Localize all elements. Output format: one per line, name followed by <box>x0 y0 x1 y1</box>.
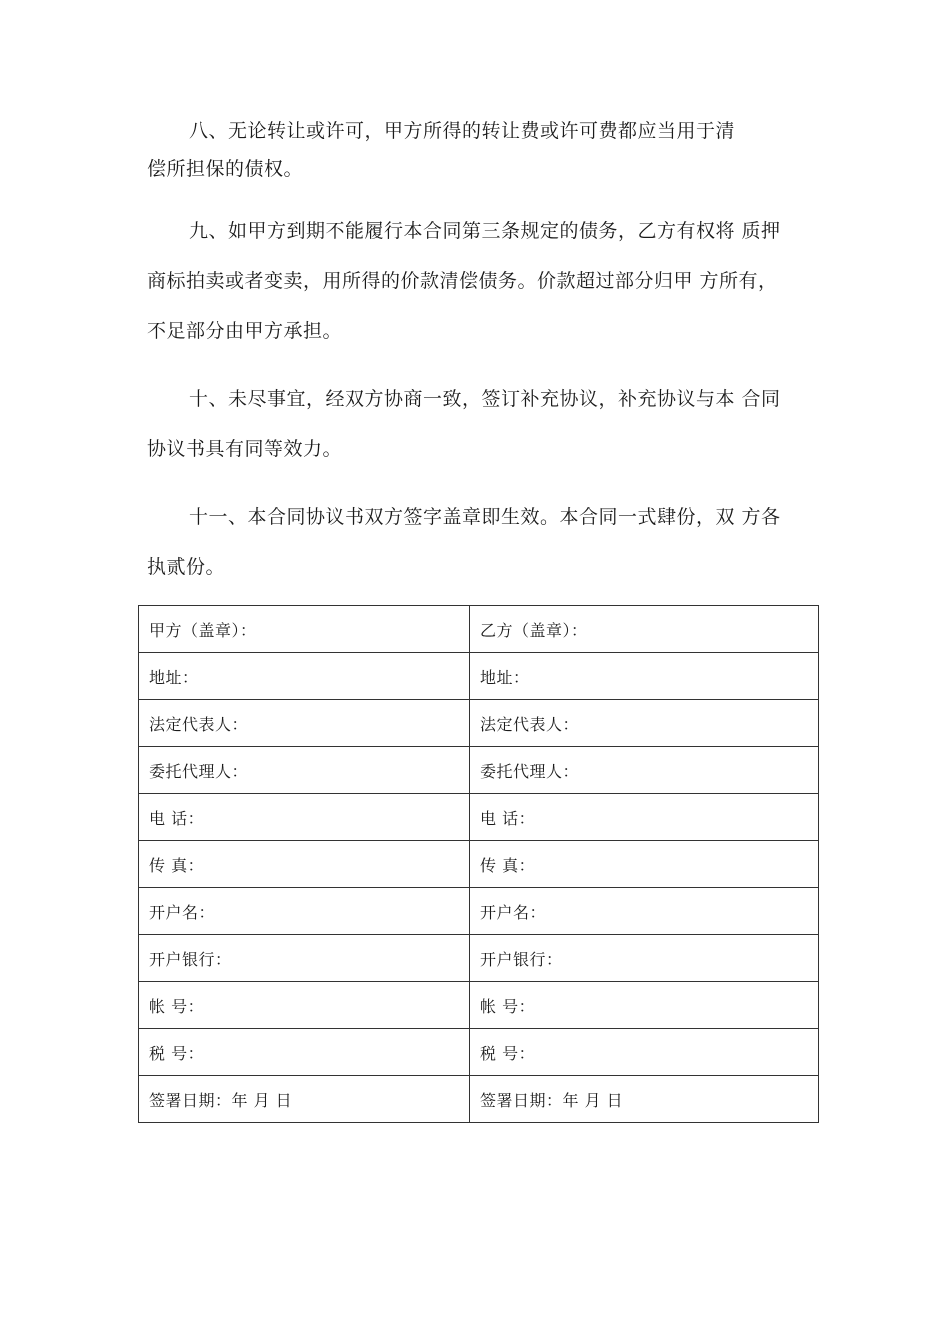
table-row <box>139 794 819 841</box>
signature-table <box>138 605 819 1123</box>
clause-8 <box>147 112 819 188</box>
clause-line: 商标拍卖或者变卖，用所得的价款清偿债务。价款超过部分归甲 方所有， <box>147 270 778 292</box>
party-b-sign-date-cell: 签署日期：年 月 日 <box>470 1076 819 1123</box>
clause-line: 协议书具有同等效力。 <box>147 438 343 460</box>
party-b-legal-rep-cell: 法定代表人： <box>470 700 819 747</box>
party-b-phone-cell: 电 话： <box>470 794 819 841</box>
party-a-fax-cell: 传 真： <box>139 841 470 888</box>
party-b-account-name-cell: 开户名： <box>470 888 819 935</box>
clause-9 <box>147 206 819 356</box>
clause-line: 偿所担保的债权。 <box>147 158 304 180</box>
party-a-account-no-cell: 帐 号： <box>139 982 470 1029</box>
party-b-account-no-cell: 帐 号： <box>470 982 819 1029</box>
party-a-address-cell: 地址： <box>139 653 470 700</box>
party-a-sign-date-cell: 签署日期：年 月 日 <box>139 1076 470 1123</box>
clause-10 <box>147 374 819 474</box>
party-a-phone-cell: 电 话： <box>139 794 470 841</box>
party-b-fax-cell: 传 真： <box>470 841 819 888</box>
clause-line: 八、无论转让或许可，甲方所得的转让费或许可费都应当用于清 <box>189 120 736 142</box>
table-row <box>139 1076 819 1123</box>
party-b-tax-no-cell: 税 号： <box>470 1029 819 1076</box>
table-row <box>139 841 819 888</box>
clause-line: 九、如甲方到期不能履行本合同第三条规定的债务，乙方有权将 质押 <box>189 220 781 242</box>
clause-11 <box>147 492 819 592</box>
table-row <box>139 982 819 1029</box>
table-row <box>139 747 819 794</box>
party-a-account-name-cell: 开户名： <box>139 888 470 935</box>
table-row <box>139 606 819 653</box>
contract-clauses <box>147 112 819 610</box>
party-b-agent-cell: 委托代理人： <box>470 747 819 794</box>
party-a-seal-cell: 甲方（盖章）： <box>139 606 470 653</box>
table-row <box>139 1029 819 1076</box>
table-row <box>139 935 819 982</box>
party-b-seal-cell: 乙方（盖章）： <box>470 606 819 653</box>
table-row <box>139 888 819 935</box>
party-b-address-cell: 地址： <box>470 653 819 700</box>
table-row <box>139 700 819 747</box>
party-b-bank-cell: 开户银行： <box>470 935 819 982</box>
clause-line: 不足部分由甲方承担。 <box>147 320 343 342</box>
clause-line: 十、未尽事宜，经双方协商一致，签订补充协议，补充协议与本 合同 <box>189 388 781 410</box>
party-a-legal-rep-cell: 法定代表人： <box>139 700 470 747</box>
clause-line: 执贰份。 <box>147 556 226 578</box>
party-a-agent-cell: 委托代理人： <box>139 747 470 794</box>
party-a-tax-no-cell: 税 号： <box>139 1029 470 1076</box>
clause-line: 十一、本合同协议书双方签字盖章即生效。本合同一式肆份，双 方各 <box>189 506 781 528</box>
table-row <box>139 653 819 700</box>
party-a-bank-cell: 开户银行： <box>139 935 470 982</box>
